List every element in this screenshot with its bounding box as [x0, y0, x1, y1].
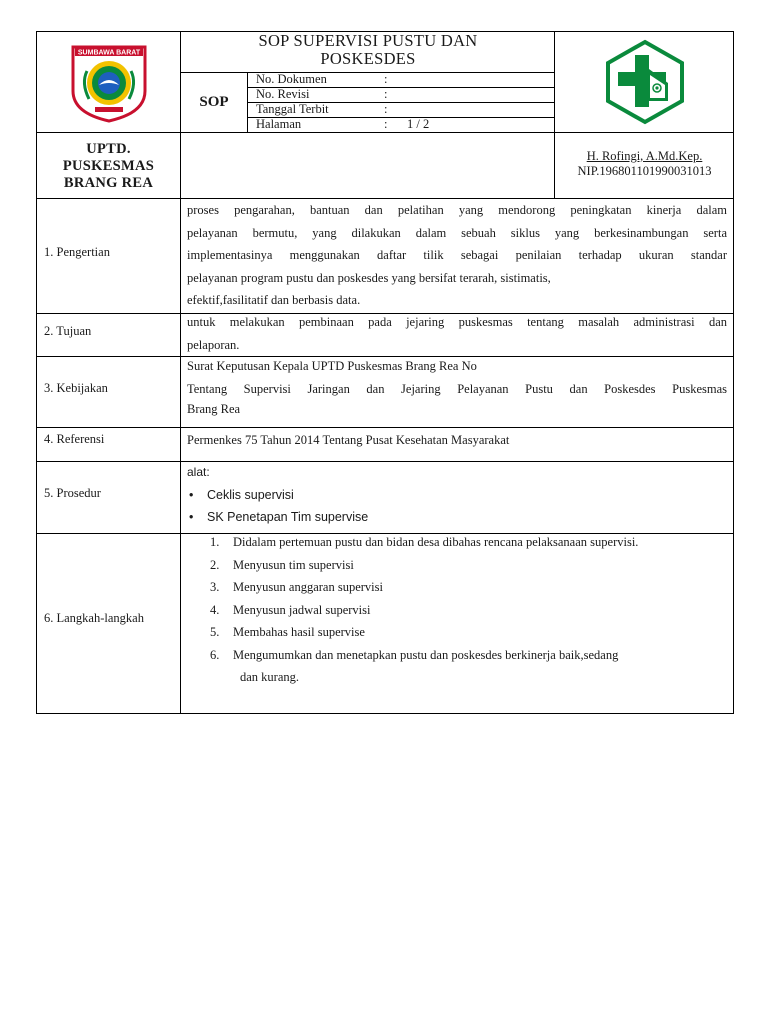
sop-header-table — [36, 31, 734, 199]
item-number: 3. — [210, 580, 220, 594]
meta-value: 1 / 2 — [407, 117, 430, 131]
divider — [180, 199, 181, 714]
list-item — [187, 621, 727, 644]
meta-row-page — [247, 117, 554, 132]
section-content-prosedur — [187, 461, 727, 529]
regency-logo-cell — [37, 32, 180, 132]
divider — [37, 427, 734, 428]
text-line: untuk melakukan pembinaan pada jejaring puskesmas tentang masalah administrasi dan — [187, 315, 727, 329]
list-item — [187, 576, 727, 599]
meta-label: No. Dokumen — [256, 72, 327, 86]
list-item — [187, 599, 727, 622]
text-line: pelayanan bermutu, yang dilakukan dalam sebuah siklus yang berkesinambungan serta — [187, 225, 727, 240]
org-line: UPTD. — [86, 140, 131, 157]
meta-label: Halaman — [256, 117, 302, 131]
item-text: Menyusun anggaran supervisi — [233, 580, 383, 594]
item-text: Menyusun jadwal supervisi — [233, 602, 371, 617]
text-line: implementasinya menggunakan daftar tilik sebagai penilaian terhadap ukuran standar — [187, 248, 727, 262]
list-item — [187, 554, 727, 577]
text-line: Surat Keputusan Kepala UPTD Puskesmas Brang Rea No — [187, 359, 477, 373]
item-number: 1. — [210, 535, 220, 549]
item-text: Membahas hasil supervise — [233, 625, 365, 639]
item-number: 5. — [210, 625, 220, 639]
section-label-prosedur: 5. Prosedur — [44, 486, 101, 500]
puskesmas-logo-cell — [555, 32, 734, 132]
meta-colon: : — [384, 87, 388, 101]
item-text: Didalam pertemuan pustu dan bidan desa dibahas rencana pelaksanaan supervisi. — [233, 535, 639, 549]
item-number: 2. — [210, 557, 220, 572]
list-item — [187, 644, 727, 667]
section-content-referensi: Permenkes 75 Tahun 2014 Tentang Pusat Kesehatan Masyarakat — [187, 433, 510, 447]
text-line: proses pengarahan, bantuan dan pelatihan yang mendorong peningkatan kinerja dalam — [187, 203, 727, 217]
document-title — [181, 32, 555, 72]
meta-colon: : — [384, 117, 388, 131]
section-content-kebijakan — [187, 355, 727, 418]
item-number: 4. — [210, 602, 220, 617]
text-line: pelaporan. — [187, 337, 240, 352]
list-item — [187, 531, 727, 554]
text-line: Tentang Supervisi Jaringan dan Jejaring Pelayanan Pustu dan Poskesdes Puskesmas — [187, 381, 727, 396]
text-line: Brang Rea — [187, 402, 241, 416]
org-line: BRANG REA — [63, 174, 154, 191]
list-item: • SK Penetapan Tim supervise — [187, 506, 727, 529]
sumbawa-barat-emblem-icon — [69, 41, 149, 123]
item-text: Mengumumkan dan menetapkan pustu dan poskesdes berkinerja baik,sedang — [233, 647, 619, 662]
section-content-pengertian — [187, 199, 727, 312]
sop-content-table — [36, 198, 734, 714]
sop-label: SOP — [199, 93, 229, 110]
title-line: POSKESDES — [320, 49, 416, 68]
section-label-tujuan: 2. Tujuan — [44, 324, 92, 338]
svg-text:SUMBAWA BARAT: SUMBAWA BARAT — [77, 49, 140, 57]
section-label-langkah: 6. Langkah-langkah — [44, 611, 144, 625]
organization-name — [37, 133, 180, 199]
signer-nip: NIP.196801101990031013 — [577, 164, 712, 178]
puskesmas-logo-icon — [602, 39, 688, 125]
section-label-referensi: 4. Referensi — [44, 432, 105, 446]
section-label-pengertian: 1. Pengertian — [44, 245, 110, 259]
meta-label: No. Revisi — [256, 87, 310, 101]
item-text: Menyusun tim supervisi — [233, 557, 354, 572]
signature-block — [555, 133, 734, 199]
text-line: alat: — [187, 465, 210, 479]
section-label-kebijakan: 3. Kebijakan — [44, 381, 108, 395]
meta-label: Tanggal Terbit — [256, 102, 329, 116]
meta-row-revision — [247, 87, 554, 102]
section-content-tujuan — [187, 311, 727, 356]
meta-colon: : — [384, 72, 388, 86]
item-number: 6. — [210, 647, 220, 662]
signer-name: H. Rofingi, A.Md.Kep. — [586, 149, 703, 163]
text-line: efektif,fasilitatif dan berbasis data. — [187, 293, 361, 307]
text-line: pelayanan program pustu dan poskesdes yang bersifat terarah, sistimatis, — [187, 270, 551, 285]
meta-row-issue-date — [247, 102, 554, 117]
meta-colon: : — [384, 102, 388, 116]
org-line: PUSKESMAS — [62, 157, 155, 174]
meta-row-document-number — [247, 72, 554, 87]
section-content-langkah — [187, 531, 727, 689]
list-item-continuation: dan kurang. — [240, 670, 300, 684]
title-line: SOP SUPERVISI PUSTU DAN — [258, 31, 478, 50]
list-item: • Ceklis supervisi — [187, 484, 727, 507]
